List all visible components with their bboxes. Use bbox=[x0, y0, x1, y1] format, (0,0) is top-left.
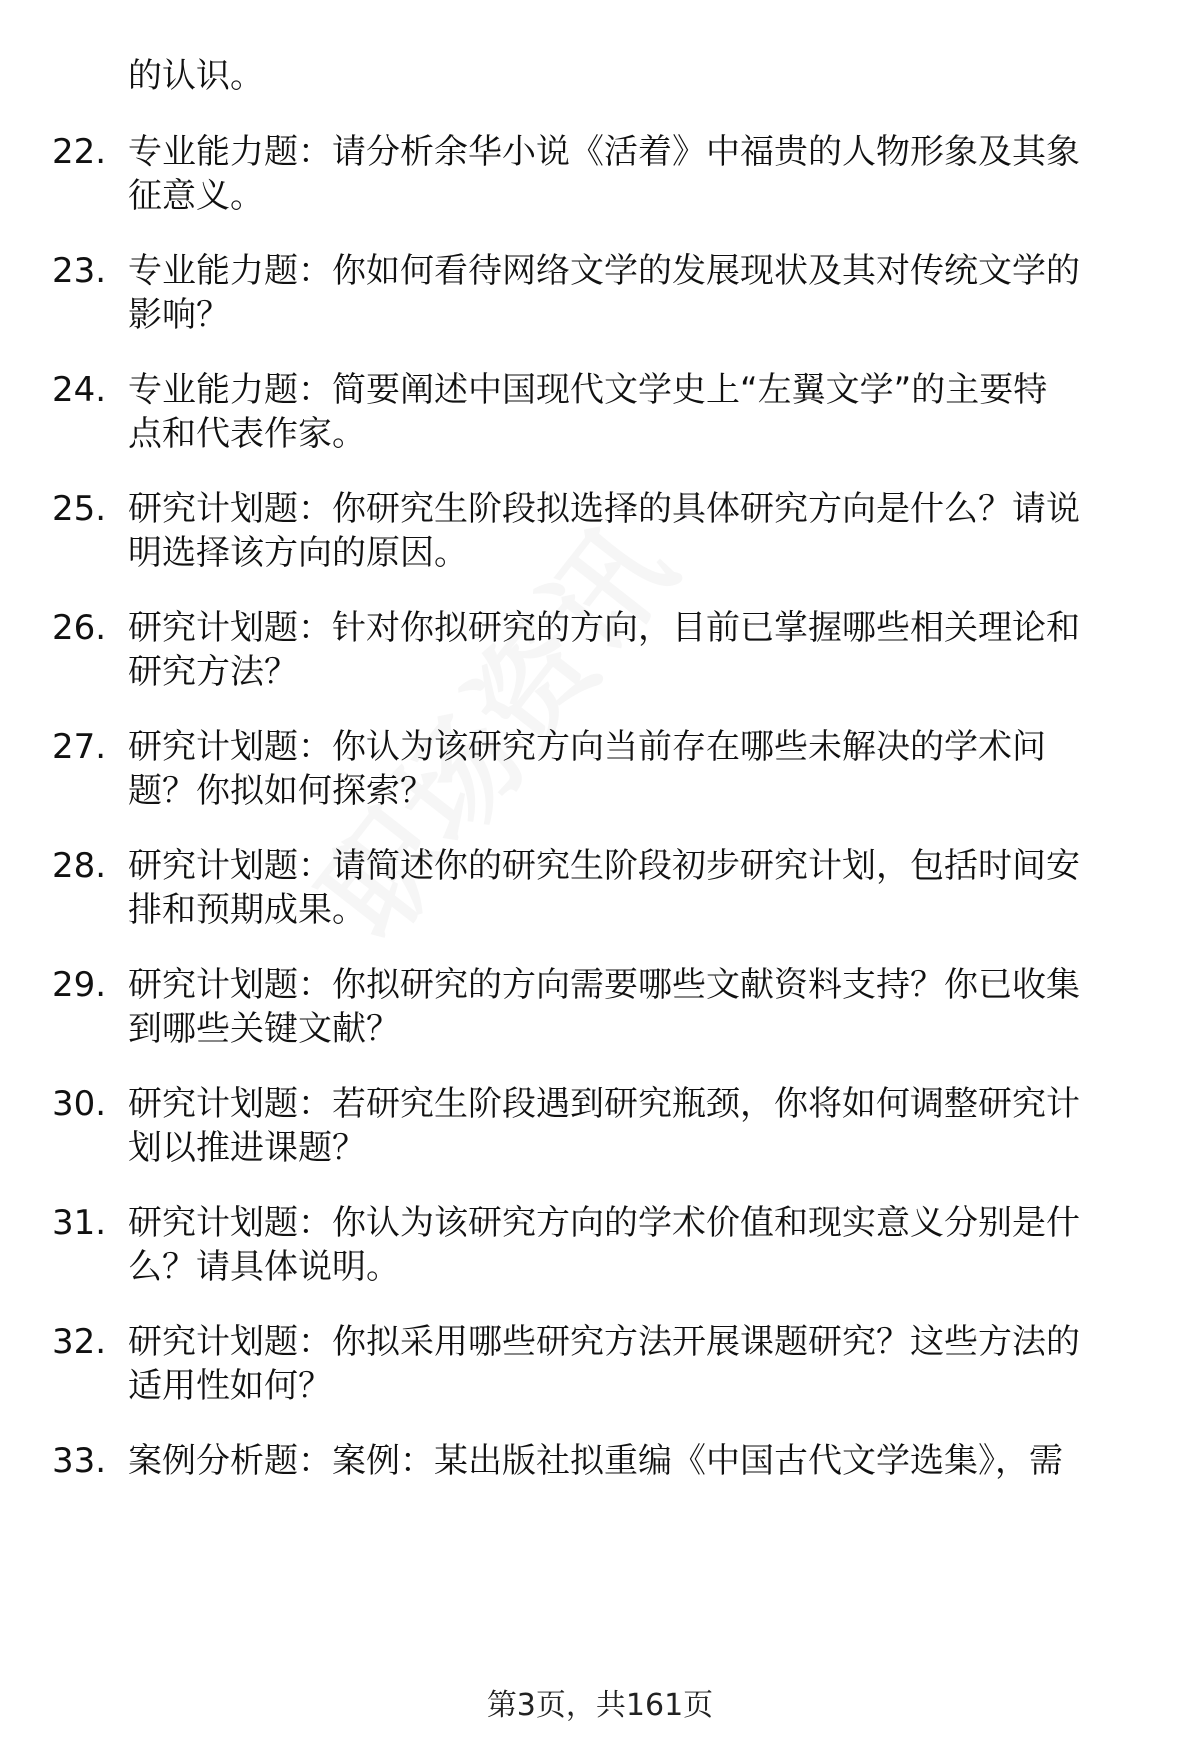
question-number: 27. bbox=[52, 727, 107, 767]
question-text-cont: 排和预期成果。 bbox=[128, 890, 366, 930]
question-text: 研究计划题：你研究生阶段拟选择的具体研究方向是什么？请说 bbox=[128, 489, 1080, 529]
page-footer: 第3页，共161页 bbox=[486, 1688, 714, 1723]
question-number: 26. bbox=[52, 608, 107, 648]
question-number: 32. bbox=[52, 1322, 107, 1362]
question-text: 专业能力题：简要阐述中国现代文学史上“左翼文学”的主要特 bbox=[128, 370, 1048, 410]
question-text: 研究计划题：你认为该研究方向当前存在哪些未解决的学术问 bbox=[128, 727, 1046, 767]
question-text: 研究计划题：针对你拟研究的方向，目前已掌握哪些相关理论和 bbox=[128, 608, 1080, 648]
question-text-cont: 划以推进课题？ bbox=[128, 1128, 366, 1168]
question-number: 28. bbox=[52, 846, 107, 886]
question-text: 研究计划题：你认为该研究方向的学术价值和现实意义分别是什 bbox=[128, 1203, 1080, 1243]
question-number: 25. bbox=[52, 489, 107, 529]
question-number: 29. bbox=[52, 965, 107, 1005]
question-text-cont: 征意义。 bbox=[128, 176, 264, 216]
continued-text: 的认识。 bbox=[128, 56, 264, 96]
question-number: 22. bbox=[52, 132, 107, 172]
question-number: 30. bbox=[52, 1084, 107, 1124]
question-text-cont: 适用性如何？ bbox=[128, 1366, 332, 1406]
question-number: 24. bbox=[52, 370, 107, 410]
question-text: 研究计划题：请简述你的研究生阶段初步研究计划，包括时间安 bbox=[128, 846, 1080, 886]
question-text-cont: 点和代表作家。 bbox=[128, 414, 366, 454]
question-text-cont: 明选择该方向的原因。 bbox=[128, 533, 468, 573]
question-text: 研究计划题：若研究生阶段遇到研究瓶颈，你将如何调整研究计 bbox=[128, 1084, 1080, 1124]
question-text-cont: 到哪些关键文献？ bbox=[128, 1009, 400, 1049]
question-number: 23. bbox=[52, 251, 107, 291]
question-number: 33. bbox=[52, 1441, 107, 1481]
question-number: 31. bbox=[52, 1203, 107, 1243]
question-text: 研究计划题：你拟研究的方向需要哪些文献资料支持？你已收集 bbox=[128, 965, 1080, 1005]
question-text-cont: 题？你拟如何探索？ bbox=[128, 771, 434, 811]
question-text-cont: 影响？ bbox=[128, 295, 230, 335]
question-text: 专业能力题：你如何看待网络文学的发展现状及其对传统文学的 bbox=[128, 251, 1080, 291]
question-text: 研究计划题：你拟采用哪些研究方法开展课题研究？这些方法的 bbox=[128, 1322, 1080, 1362]
question-text: 专业能力题：请分析余华小说《活着》中福贵的人物形象及其象 bbox=[128, 132, 1080, 172]
question-text-cont: 么？请具体说明。 bbox=[128, 1247, 400, 1287]
question-text: 案例分析题：案例：某出版社拟重编《中国古代文学选集》，需 bbox=[128, 1441, 1063, 1481]
question-text-cont: 研究方法？ bbox=[128, 652, 298, 692]
